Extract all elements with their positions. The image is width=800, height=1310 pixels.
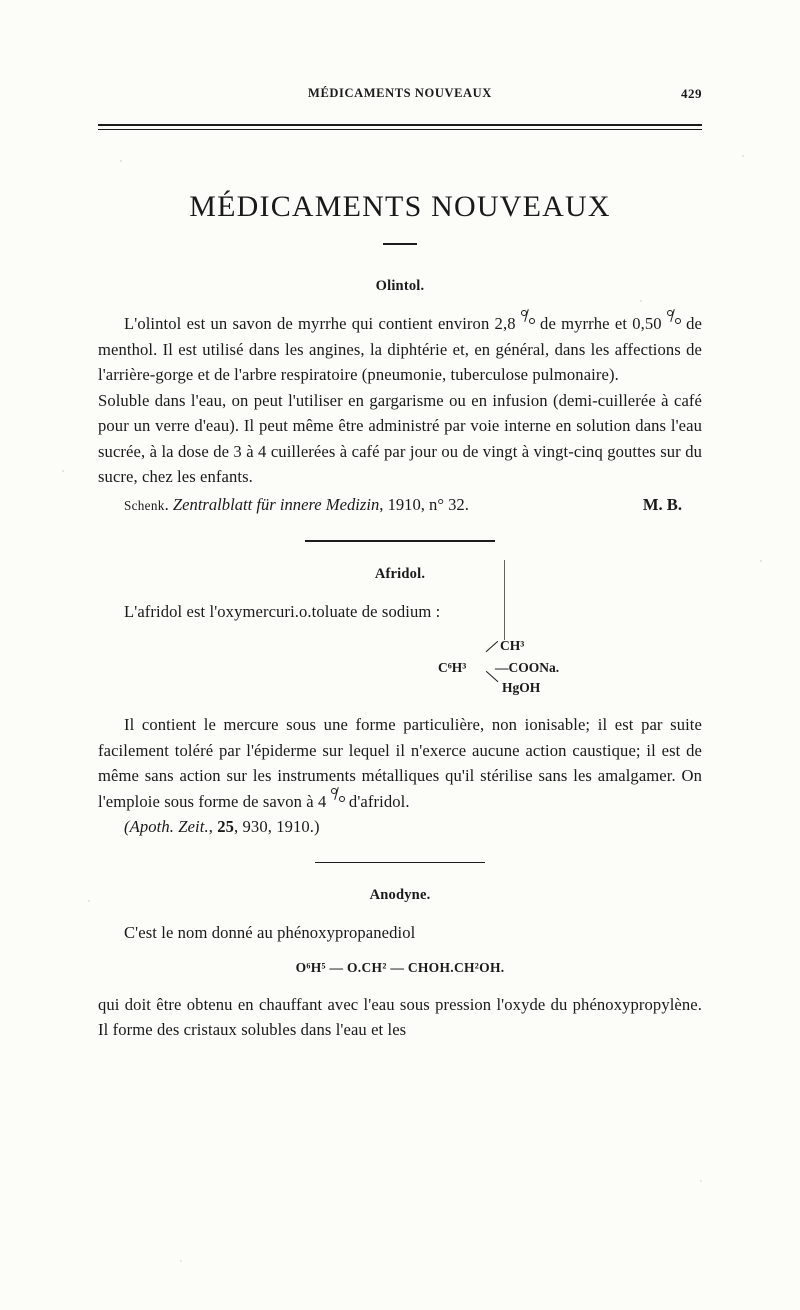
source-line: (Apoth. Zeit., 25, 930, 1910.) (124, 817, 320, 837)
percent-symbol (521, 317, 535, 329)
source-volume: 25 (217, 817, 235, 837)
reference-line (98, 492, 702, 519)
paragraph-text: Il contient le mercure sous une forme particulière, non ionisable; il est par suite facilement toléré par l'épiderme sur lequel il n'exerce aucune action caustique; il est de même sans action sur les instruments métalliques qu'il stérilise sans les amalgamer. On l'emploie sous forme de savon à 4 (98, 715, 702, 811)
formula-left: C⁶H³ (438, 660, 467, 676)
percent-symbol (331, 795, 345, 807)
section-anodyne (98, 887, 702, 1043)
page-title: MÉDICAMENTS NOUVEAUX (189, 190, 611, 223)
paragraph-text: de menthol. Il est utilisé dans les angines, la diphtérie et, en général, dans les affections de l'arrière-gorge et de l'arbre respiratoire (pneumonie, tuberculose pulmonaire). (98, 314, 702, 384)
section-heading: Afridol. (374, 565, 426, 582)
reference-journal: Zentralblatt für innere Medizin (172, 494, 380, 514)
formula-bottom: HgOH (502, 680, 541, 696)
running-head (0, 86, 800, 101)
section-afridol (98, 566, 702, 840)
header-rule (98, 124, 702, 130)
section-heading: Anodyne. (369, 887, 431, 904)
paragraph-text: de myrrhe et 0,50 (534, 314, 667, 333)
source-title: (Apoth. Zeit. (124, 817, 209, 837)
reference-separator: . (164, 494, 173, 514)
paragraph (98, 712, 702, 814)
paragraph: C'est le nom donné au phénoxypropanediol (124, 923, 416, 943)
formula-middle: —COONa. (495, 660, 560, 676)
section-separator (315, 862, 485, 864)
title-dash (383, 243, 417, 245)
paragraph (98, 311, 702, 388)
reference-citation: , 1910, n° 32. (379, 494, 469, 514)
section-heading: Olintol. (375, 278, 425, 294)
section-olintol (98, 278, 702, 518)
paragraph: qui doit être obtenu en chauffant avec l'eau sous pression l'oxyde du phénoxypropylène. Il forme des cristaux solubles dans l'eau et les (98, 994, 702, 1040)
source-tail: , 930, 1910.) (234, 817, 320, 837)
reviewer-initials: M. B. (642, 494, 682, 514)
formula-bond-upper (486, 641, 499, 653)
reference-author: Schenk (124, 497, 165, 513)
running-head-title: MÉDICAMENTS NOUVEAUX (308, 86, 492, 100)
chemical-formula (98, 636, 702, 698)
section-separator (305, 540, 495, 542)
paragraph-text: L'olintol est un savon de myrrhe qui contient environ 2,8 (124, 314, 521, 333)
formula-top: CH³ (500, 638, 525, 654)
document-body (98, 278, 702, 1043)
percent-symbol (667, 317, 681, 329)
paragraph: Soluble dans l'eau, on peut l'utiliser en gargarisme ou en infusion (demi-cuillerée à café pour un verre d'eau). Il peut même être administré par voie interne en solution dans l'eau sucrée, à la dose de 3 à 4 cuillerées à café par jour ou de vingt à vingt-cinq gouttes sur du sucre, chez les enfants. (98, 390, 702, 486)
chemical-formula-line: O⁶H⁵ — O.CH² — CHOH.CH²OH. (295, 959, 505, 975)
paragraph: L'afridol est l'oxymercuri.o.toluate de sodium : (124, 601, 441, 621)
page-number: 429 (681, 86, 702, 101)
paragraph-text: d'afridol. (344, 791, 410, 811)
